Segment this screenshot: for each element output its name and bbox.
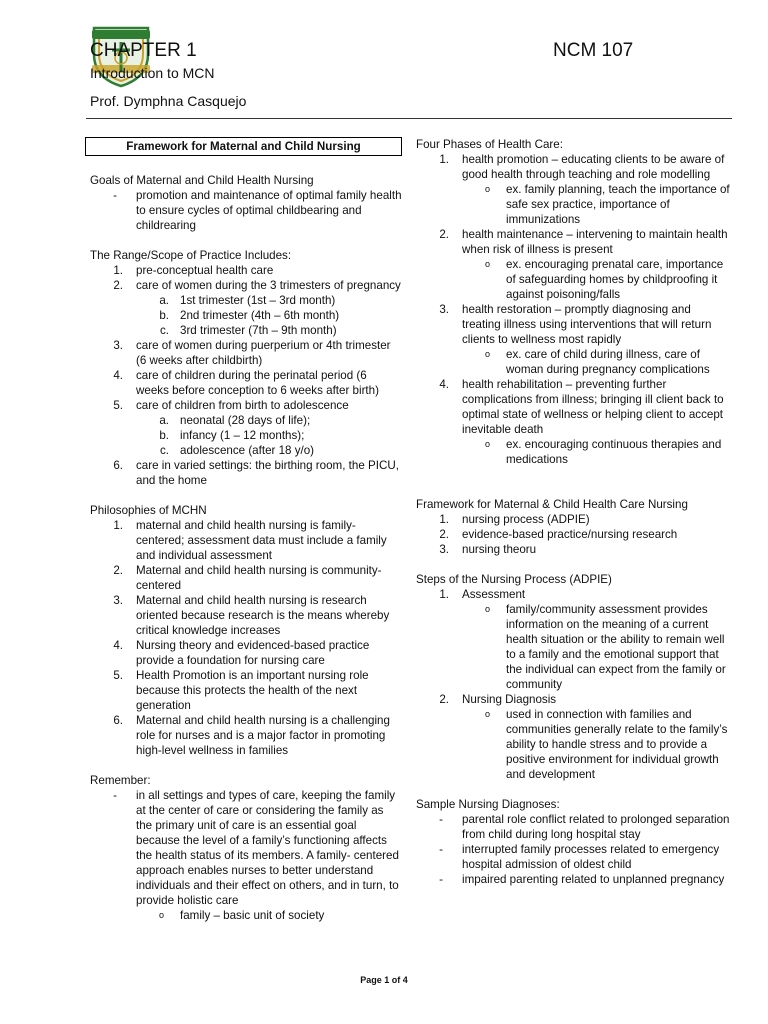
goals-heading: Goals of Maternal and Child Health Nursing (90, 174, 314, 187)
list-item: o ex. family planning, teach the importance of safe sex practice, importance of immunizations (484, 183, 730, 226)
list-item: b. infancy (1 – 12 months); (159, 429, 305, 442)
chapter-subtitle: Introduction to MCN (90, 65, 215, 81)
list-item: a. 1st trimester (1st – 3rd month) (159, 294, 336, 307)
framework-heading: Framework for Maternal & Child Health Care Nursing (416, 498, 688, 511)
list-item: - in all settings and types of care, keeping the family at the center of care or considering the family as the primary unit of care is an essential goal because the level of a family’s functioning affects the health status of its members. A family- centered approach enables nurses to better understand individuals and their effect on others, and in turn, to provide holistic care (113, 789, 399, 907)
course-code: NCM 107 (553, 40, 634, 61)
list-item: 2. evidence-based practice/nursing research (439, 528, 678, 541)
list-item: 1. nursing process (ADPIE) (439, 513, 590, 526)
framework-box-title: Framework for Maternal and Child Nursing (85, 137, 402, 156)
list-item: 2. health maintenance – intervening to maintain health when risk of illness is present (439, 228, 728, 256)
steps-heading: Steps of the Nursing Process (ADPIE) (416, 573, 612, 586)
list-item: 2. Nursing Diagnosis (439, 693, 557, 706)
range-heading: The Range/Scope of Practice Includes: (90, 249, 292, 262)
list-item: 3. care of women during puerperium or 4th trimester (6 weeks after childbirth) (113, 339, 391, 367)
page-number: Page 1 of 4 (360, 975, 408, 985)
philosophies-heading: Philosophies of MCHN (90, 504, 207, 517)
header-divider (86, 118, 732, 119)
list-item: 3. Maternal and child health nursing is research oriented because research is the means whereby critical knowledge increases (113, 594, 390, 637)
list-item: 1. pre-conceptual health care (113, 264, 274, 277)
list-item: - parental role conflict related to prolonged separation from child during long hospital stay (439, 813, 730, 841)
list-item: 1. Assessment (439, 588, 526, 601)
remember-heading: Remember: (90, 774, 151, 787)
list-item: 2. care of women during the 3 trimesters of pregnancy (113, 279, 401, 292)
list-item: o ex. encouraging continuous therapies and medications (484, 438, 722, 466)
list-item: 1. maternal and child health nursing is family-centered; assessment data must include a family and individual assessment (113, 519, 387, 562)
chapter-title: CHAPTER 1 (90, 40, 197, 61)
list-item: o ex. encouraging prenatal care, importance of safeguarding homes by childproofing it against poisoning/falls (484, 258, 724, 301)
list-item: 4. health rehabilitation – preventing further complications from illness; bringing ill client back to optimal state of wellness or helping client to accept inevitable death (439, 378, 724, 436)
list-item: o family – basic unit of society (158, 909, 325, 922)
list-item: a. neonatal (28 days of life); (159, 414, 311, 427)
list-item: - promotion and maintenance of optimal family health to ensure cycles of optimal childbearing and childrearing (113, 189, 402, 232)
list-item: o used in connection with families and communities generally relate to the family’s ability to handle stress and to provide a positive environment for individual growth and development (484, 708, 728, 781)
right-column (416, 137, 732, 887)
list-item: 4. care of children during the perinatal period (6 weeks before conception to 6 weeks after birth) (113, 369, 379, 397)
list-item: 6. Maternal and child health nursing is a challenging role for nurses and is a major factor in promoting high-level wellness in families (113, 714, 390, 757)
list-item: 1. health promotion – educating clients to be aware of good health through teaching and role modelling (439, 153, 725, 181)
list-item: c. adolescence (after 18 y/o) (159, 444, 315, 457)
list-item: - interrupted family processes related to emergency hospital admission of oldest child (439, 843, 720, 871)
list-item: 6. care in varied settings: the birthing room, the PICU, and the home (113, 459, 399, 487)
list-item: o family/community assessment provides information on the meaning of a current health situation or the ability to remain well to a family and the emotional support that the individual can expect from the family or community (484, 603, 726, 691)
list-item: c. 3rd trimester (7th – 9th month) (159, 324, 337, 337)
list-item: o ex. care of child during illness, care of woman during pregnancy complications (484, 348, 710, 376)
list-item: b. 2nd trimester (4th – 6th month) (159, 309, 340, 322)
list-item: 5. Health Promotion is an important nursing role because this protects the health of the next generation (113, 669, 369, 712)
left-column (90, 137, 402, 923)
phases-heading: Four Phases of Health Care: (416, 138, 563, 151)
list-item: 3. nursing theoru (439, 543, 537, 556)
list-item: 5. care of children from birth to adolescence (113, 399, 349, 412)
list-item: 2. Maternal and child health nursing is community-centered (113, 564, 382, 592)
professor-name: Prof. Dymphna Casquejo (90, 93, 247, 109)
list-item: 4. Nursing theory and evidenced-based practice provide a foundation for nursing care (113, 639, 370, 667)
list-item: - impaired parenting related to unplanned pregnancy (439, 873, 725, 886)
sample-diagnoses-heading: Sample Nursing Diagnoses: (416, 798, 560, 811)
list-item: 3. health restoration – promptly diagnosing and treating illness using interventions that will return clients to wellness most rapidly (439, 303, 712, 346)
